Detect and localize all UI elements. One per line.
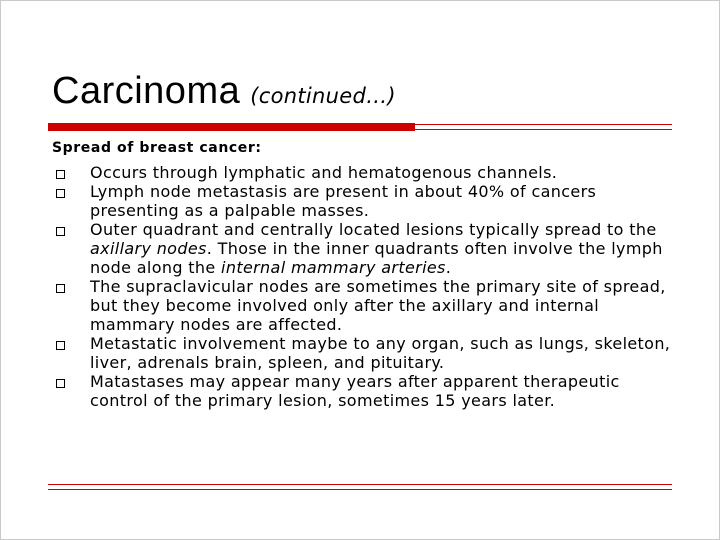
title-divider-line [415,129,672,130]
title-text: Carcinoma [52,70,241,112]
footer-divider-line [48,489,672,490]
section-heading: Spread of breast cancer: [52,140,262,156]
bullet-text: Lymph node metastasis are present in about 40% of cancers presenting as a palpable masses. [90,182,597,220]
bullet-text: The supraclavicular nodes are sometimes the primary site of spread, but they become involved only after the axillary and internal mammary nodes are affected. [90,277,666,334]
bullet-text: Occurs through lymphatic and hematogenous channels. [90,163,558,182]
bullet-emphasis: axillary nodes [90,239,207,258]
title-divider-line [415,124,672,125]
bullet-item [52,182,677,220]
hollow-square-bullet-icon [56,227,65,236]
hollow-square-bullet-icon [56,284,65,293]
bullet-item [52,334,677,372]
footer-divider [48,484,672,492]
hollow-square-bullet-icon [56,189,65,198]
hollow-square-bullet-icon [56,379,65,388]
slide-title [52,70,396,113]
bullet-text: Matastases may appear many years after apparent therapeutic control of the primary lesion, sometimes 15 years later. [90,372,620,410]
bullet-text-part: Outer quadrant and centrally located lesions typically spread to the [90,220,657,239]
bullet-item [52,277,677,334]
hollow-square-bullet-icon [56,170,65,179]
bullet-text-part: . [445,258,452,277]
bullet-item [52,163,677,182]
hollow-square-bullet-icon [56,341,65,350]
subtitle-text: (continued…) [250,84,396,108]
footer-divider-line [48,484,672,485]
title-divider [48,123,672,133]
bullet-item [52,220,677,277]
bullet-list [52,163,677,410]
bullet-emphasis: internal mammary arteries [221,258,446,277]
bullet-text-part: . Those in the inner quadrants often involve the lymph node along the [90,239,663,277]
title-divider-accent-bar [48,123,415,131]
bullet-text: Metastatic involvement maybe to any organ, such as lungs, skeleton, liver, adrenals brain, spleen, and pituitary. [90,334,671,372]
bullet-item [52,372,677,410]
